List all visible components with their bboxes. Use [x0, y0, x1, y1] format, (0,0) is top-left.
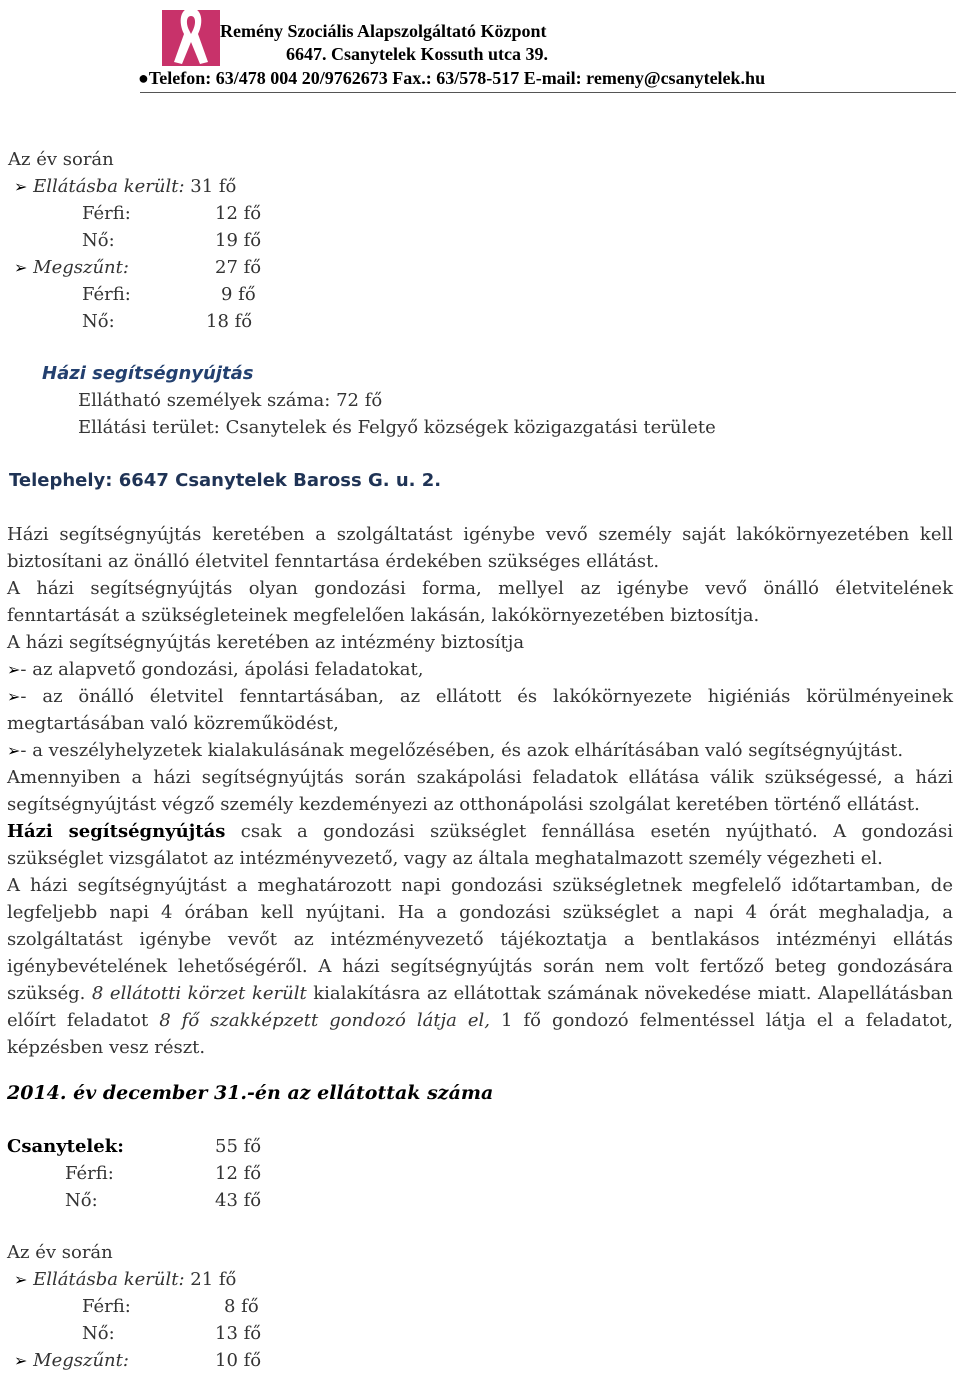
- home-help-title: Házi segítségnyújtás: [42, 363, 254, 384]
- paragraph-6-b: kialakításra az ellátottak számának növekedése miatt. Alapellátásban előírt feladatot: [7, 983, 954, 1031]
- org-address: 6647. Csanytelek Kossuth utca 39.: [286, 44, 549, 64]
- bullet-2: [7, 683, 953, 737]
- ceased-row: [14, 255, 129, 281]
- ceased-value: 27 fő: [215, 257, 262, 278]
- entered-male-value: 12 fő: [215, 203, 262, 224]
- entered-2-male-label: Férfi:: [82, 1296, 131, 1317]
- town-value: 55 fő: [215, 1136, 262, 1157]
- year-stats-2-heading: Az év során: [7, 1242, 113, 1263]
- ceased-label: Megszűnt:: [33, 257, 129, 278]
- entered-female-label: Nő:: [82, 230, 115, 251]
- paragraph-6-a: A házi segítségnyújtást a meghatározott napi gondozási szükségletnek megfelelő időtartamban, de legfeljebb napi 4 órában kell nyújtani. Ha a gondozási szükséglet a napi 4 órát meghaladja, a szolgáltatást igénybe vevőt az intézményvezető tájékoztatja a bentlakásos intézményi ellátás igénybevételének lehetőségéről. A házi segítségnyújtás során nem volt fertőző beteg gondozására szükség.: [7, 875, 953, 1004]
- header-rule: [140, 92, 956, 93]
- entered-2-female-label: Nő:: [82, 1323, 115, 1344]
- capacity-text: Ellátható személyek száma: 72 fő: [78, 390, 383, 411]
- year-end-female-value: 43 fő: [215, 1190, 262, 1211]
- entered-2-row: [14, 1267, 236, 1293]
- paragraph-5: [7, 818, 953, 872]
- year-end-male-label: Férfi:: [65, 1163, 114, 1184]
- year-end-title: 2014. év december 31.-én az ellátottak száma: [7, 1082, 494, 1104]
- body-text: [7, 521, 953, 1061]
- entered-2-label: Ellátásba került:: [33, 1269, 185, 1290]
- arrow-bullet-icon: ➢: [7, 660, 21, 679]
- bullet-1: [7, 656, 953, 683]
- town-label: Csanytelek:: [7, 1136, 124, 1157]
- org-name: Remény Szociális Alapszolgáltató Központ: [220, 21, 547, 41]
- paragraph-2: A házi segítségnyújtás olyan gondozási forma, mellyel az igénybe vevő önálló életvitelének fenntartását a szükségleteinek megfelelően lakásán, lakókörnyezetében biztosítja.: [7, 578, 953, 626]
- paragraph-6-c: 1 fő gondozó felmentéssel látja el a feladatot, képzésben vesz részt.: [7, 1010, 953, 1058]
- bullet-3: [7, 737, 953, 764]
- paragraph-5-rest: csak a gondozási szükséglet fennállása esetén nyújtható. A gondozási szükséglet vizsgálatot az intézményvezető, vagy az általa meghatalmazott személy végezheti el.: [7, 821, 954, 869]
- site-text: Telephely: 6647 Csanytelek Baross G. u. 2.: [9, 470, 442, 491]
- ceased-male-value: 9 fő: [221, 284, 256, 305]
- ceased-2-value: 10 fő: [215, 1350, 262, 1371]
- entered-row: [14, 174, 236, 200]
- entered-male-label: Férfi:: [82, 203, 131, 224]
- bullet-1-text: - az alapvető gondozási, ápolási feladatokat,: [20, 659, 424, 680]
- year-stats-heading: Az év során: [8, 149, 114, 170]
- paragraph-3: A házi segítségnyújtás keretében az intézmény biztosítja: [7, 632, 525, 653]
- entered-female-value: 19 fő: [215, 230, 262, 251]
- entered-2-male-value: 8 fő: [224, 1296, 259, 1317]
- ceased-2-row: [14, 1348, 129, 1374]
- paragraph-6: [7, 872, 953, 1061]
- bullet-3-text: - a veszélyhelyzetek kialakulásának megelőzésében, és azok elhárításában való segítségnyújtást.: [20, 740, 904, 761]
- ceased-male-label: Férfi:: [82, 284, 131, 305]
- paragraph-6-italic-1: 8 ellátotti körzet került: [91, 983, 307, 1004]
- arrow-bullet-icon: ➢: [14, 177, 28, 196]
- area-text: Ellátási terület: Csanytelek és Felgyő községek közigazgatási területe: [78, 417, 716, 438]
- arrow-bullet-icon: ➢: [14, 1270, 28, 1289]
- paragraph-4: Amennyiben a házi segítségnyújtás során szakápolási feladatok ellátása válik szükségessé, a házi segítségnyújtást végző személy kezdeményezi az otthonápolási szolgálat keretében történő ellátást.: [7, 767, 953, 815]
- entered-2-female-value: 13 fő: [215, 1323, 262, 1344]
- entered-label: Ellátásba került:: [33, 176, 185, 197]
- arrow-bullet-icon: ➢: [14, 258, 28, 277]
- arrow-bullet-icon: ➢: [7, 741, 21, 760]
- ribbon-logo-icon: [160, 2, 222, 68]
- ceased-2-label: Megszűnt:: [33, 1350, 129, 1371]
- arrow-bullet-icon: ➢: [7, 687, 21, 706]
- year-end-female-label: Nő:: [65, 1190, 98, 1211]
- year-end-male-value: 12 fő: [215, 1163, 262, 1184]
- paragraph-5-bold: Házi segítségnyújtás: [7, 821, 226, 842]
- paragraph-6-italic-2: 8 fő szakképzett gondozó látja el,: [159, 1010, 490, 1031]
- org-contact: ●Telefon: 63/478 004 20/9762673 Fax.: 63/578-517 E-mail: remeny@csanytelek.hu: [138, 68, 766, 88]
- ceased-female-label: Nő:: [82, 311, 115, 332]
- bullet-2-text: - az önálló életvitel fenntartásában, az ellátott és lakókörnyezete higiéniás körülményeinek megtartásában való közreműködést,: [7, 686, 953, 734]
- entered-value: 31 fő: [190, 176, 237, 197]
- ceased-female-value: 18 fő: [206, 311, 253, 332]
- paragraph-1: Házi segítségnyújtás keretében a szolgáltatást igénybe vevő személy saját lakókörnyezetében kell biztosítani az önálló életvitel fenntartása érdekében szükséges ellátást.: [7, 524, 953, 572]
- arrow-bullet-icon: ➢: [14, 1351, 28, 1370]
- entered-2-value: 21 fő: [190, 1269, 237, 1290]
